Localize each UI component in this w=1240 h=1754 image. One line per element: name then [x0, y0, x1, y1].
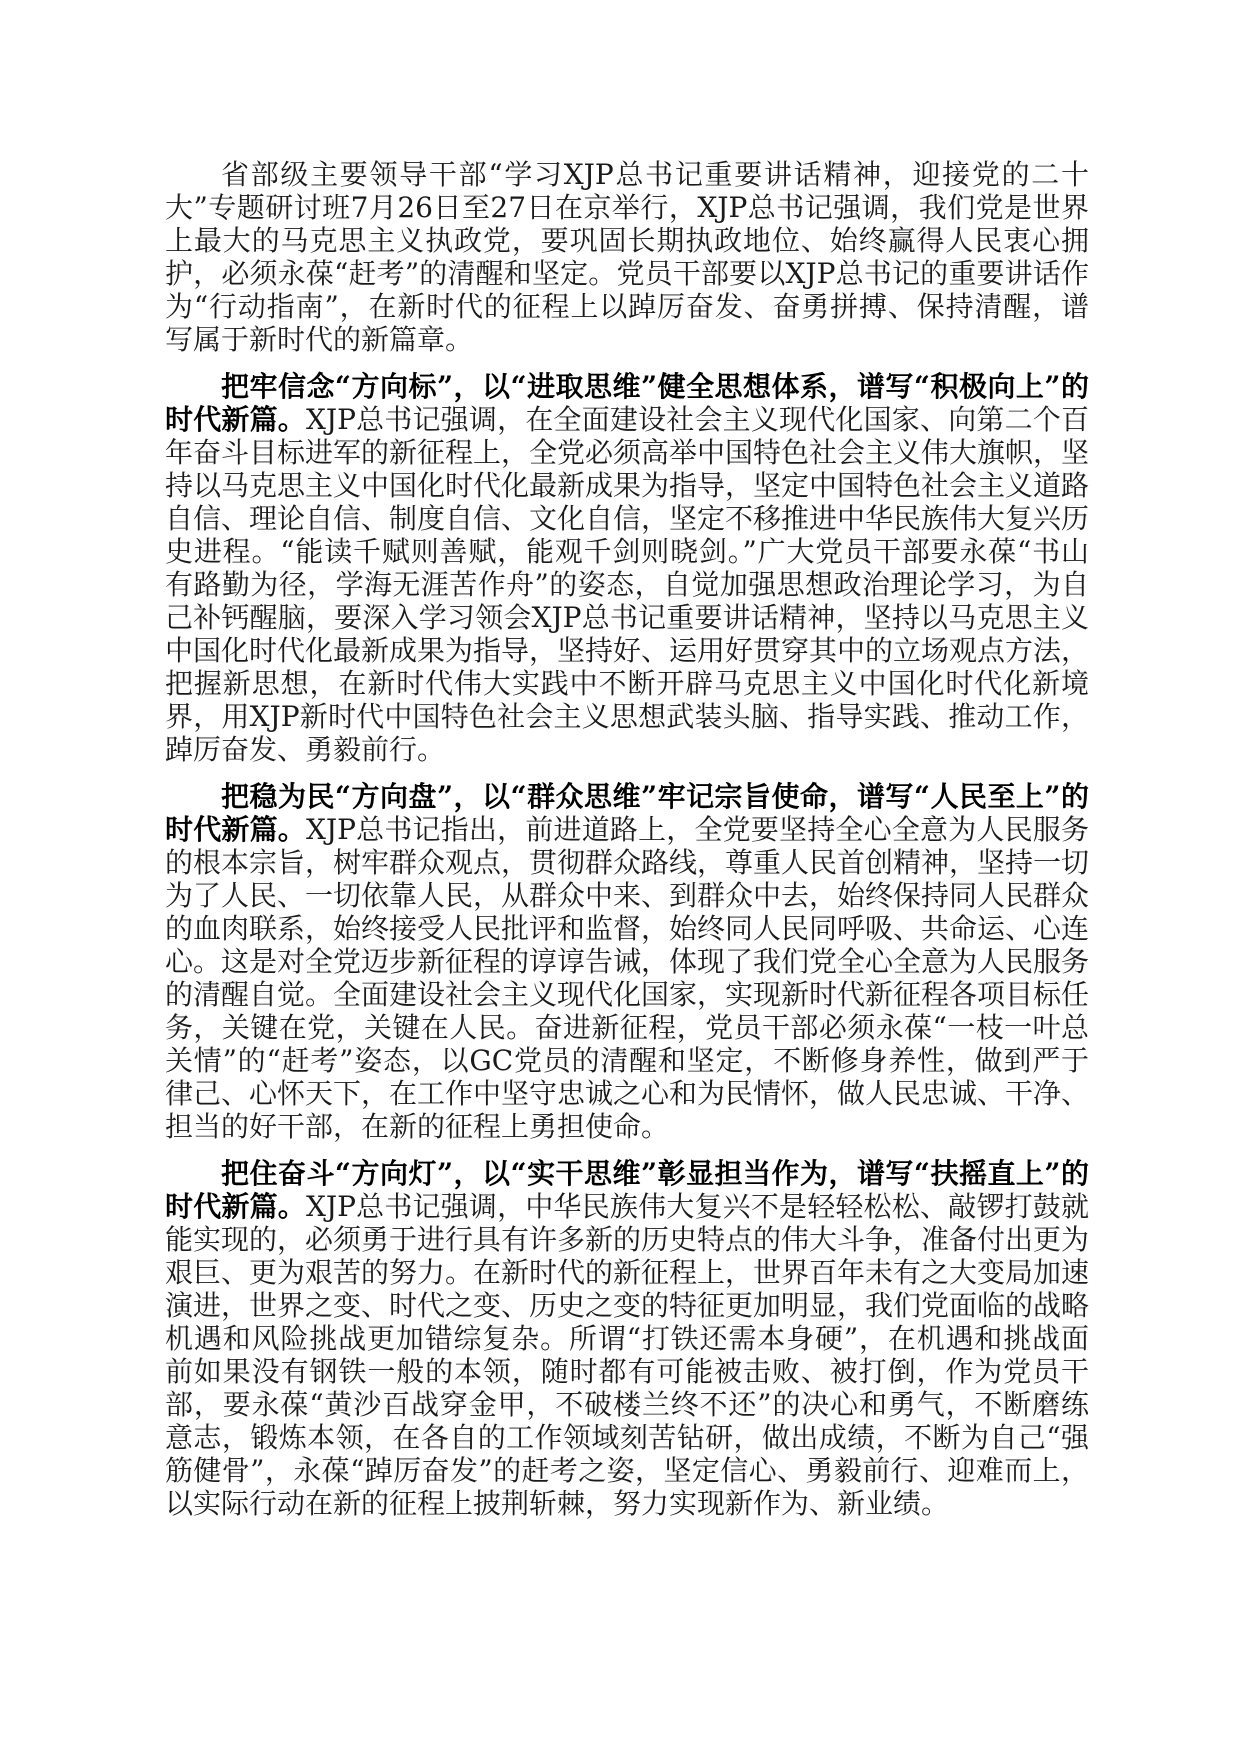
paragraph-body: XJP总书记强调，在全面建设社会主义现代化国家、向第二个百年奋斗目标进军的新征程上，全党必须高举中国特色社会主义伟大旗帜，坚持以马克思主义中国化时代化最新成果为指导，坚定中国特色社会主义道路自信、理论自信、制度自信、文化自信，坚定不移推进中华民族伟大复兴历史进程。“能读千赋则善赋，能观千剑则晓剑。”广大党员干部要永葆“书山有路勤为径，学海无涯苦作舟”的姿态，自觉加强思想政治理论学习，为自己补钙醒脑，要深入学习领会XJP总书记重要讲话精神，坚持以马克思主义中国化时代化最新成果为指导，坚持好、运用好贯穿其中的立场观点方法，把握新思想，在新时代伟大实践中不断开辟马克思主义中国化时代化新境界，用XJP新时代中国特色社会主义思想武装头脑、指导实践、推动工作，踔厉奋发、勇毅前行。: [165, 403, 1090, 766]
section-heading: 把牢信念“方向标”，以“进取思维”健全思想体系，谱写“积极向上”的时代新篇。: [165, 370, 1089, 436]
intro-paragraph: [165, 158, 1089, 356]
section-paragraph-struggle: [165, 1157, 1089, 1520]
document-page: [165, 158, 1089, 1534]
section-heading: 把稳为民“方向盘”，以“群众思维”牢记宗旨使命，谱写“人民至上”的时代新篇。: [165, 780, 1089, 846]
section-paragraph-people: [165, 780, 1089, 1143]
section-paragraph-faith: [165, 370, 1089, 766]
paragraph-body: XJP总书记强调，中华民族伟大复兴不是轻轻松松、敲锣打鼓就能实现的，必须勇于进行具有许多新的历史特点的伟大斗争，准备付出更为艰巨、更为艰苦的努力。在新时代的新征程上，世界百年未有之大变局加速演进，世界之变、时代之变、历史之变的特征更加明显，我们党面临的战略机遇和风险挑战更加错综复杂。所谓“打铁还需本身硬”，在机遇和挑战面前如果没有钢铁一般的本领，随时都有可能被击败、被打倒，作为党员干部，要永葆“黄沙百战穿金甲，不破楼兰终不还”的决心和勇气，不断磨练意志，锻炼本领，在各自的工作领域刻苦钻研，做出成绩，不断为自己“强筋健骨”，永葆“踔厉奋发”的赶考之姿，坚定信心、勇毅前行、迎难而上，以实际行动在新的征程上披荆斩棘，努力实现新作为、新业绩。: [165, 1190, 1090, 1520]
section-heading: 把住奋斗“方向灯”，以“实干思维”彰显担当作为，谱写“扶摇直上”的时代新篇。: [165, 1157, 1089, 1223]
paragraph-body: XJP总书记指出，前进道路上，全党要坚持全心全意为人民服务的根本宗旨，树牢群众观点，贯彻群众路线，尊重人民首创精神，坚持一切为了人民、一切依靠人民，从群众中来、到群众中去，始终保持同人民群众的血肉联系，始终接受人民批评和监督，始终同人民同呼吸、共命运、心连心。这是对全党迈步新征程的谆谆告诫，体现了我们党全心全意为人民服务的清醒自觉。全面建设社会主义现代化国家，实现新时代新征程各项目标任务，关键在党，关键在人民。奋进新征程，党员干部必须永葆“一枝一叶总关情”的“赶考”姿态，以GC党员的清醒和坚定，不断修身养性，做到严于律己、心怀天下，在工作中坚守忠诚之心和为民情怀，做人民忠诚、干净、担当的好干部，在新的征程上勇担使命。: [165, 813, 1090, 1143]
paragraph-body: 省部级主要领导干部“学习XJP总书记重要讲话精神，迎接党的二十大”专题研讨班7月26日至27日在京举行，XJP总书记强调，我们党是世界上最大的马克思主义执政党，要巩固长期执政地位、始终赢得人民衷心拥护，必须永葆“赶考”的清醒和坚定。党员干部要以XJP总书记的重要讲话作为“行动指南”，在新时代的征程上以踔厉奋发、奋勇拼搏、保持清醒，谱写属于新时代的新篇章。: [165, 158, 1089, 356]
